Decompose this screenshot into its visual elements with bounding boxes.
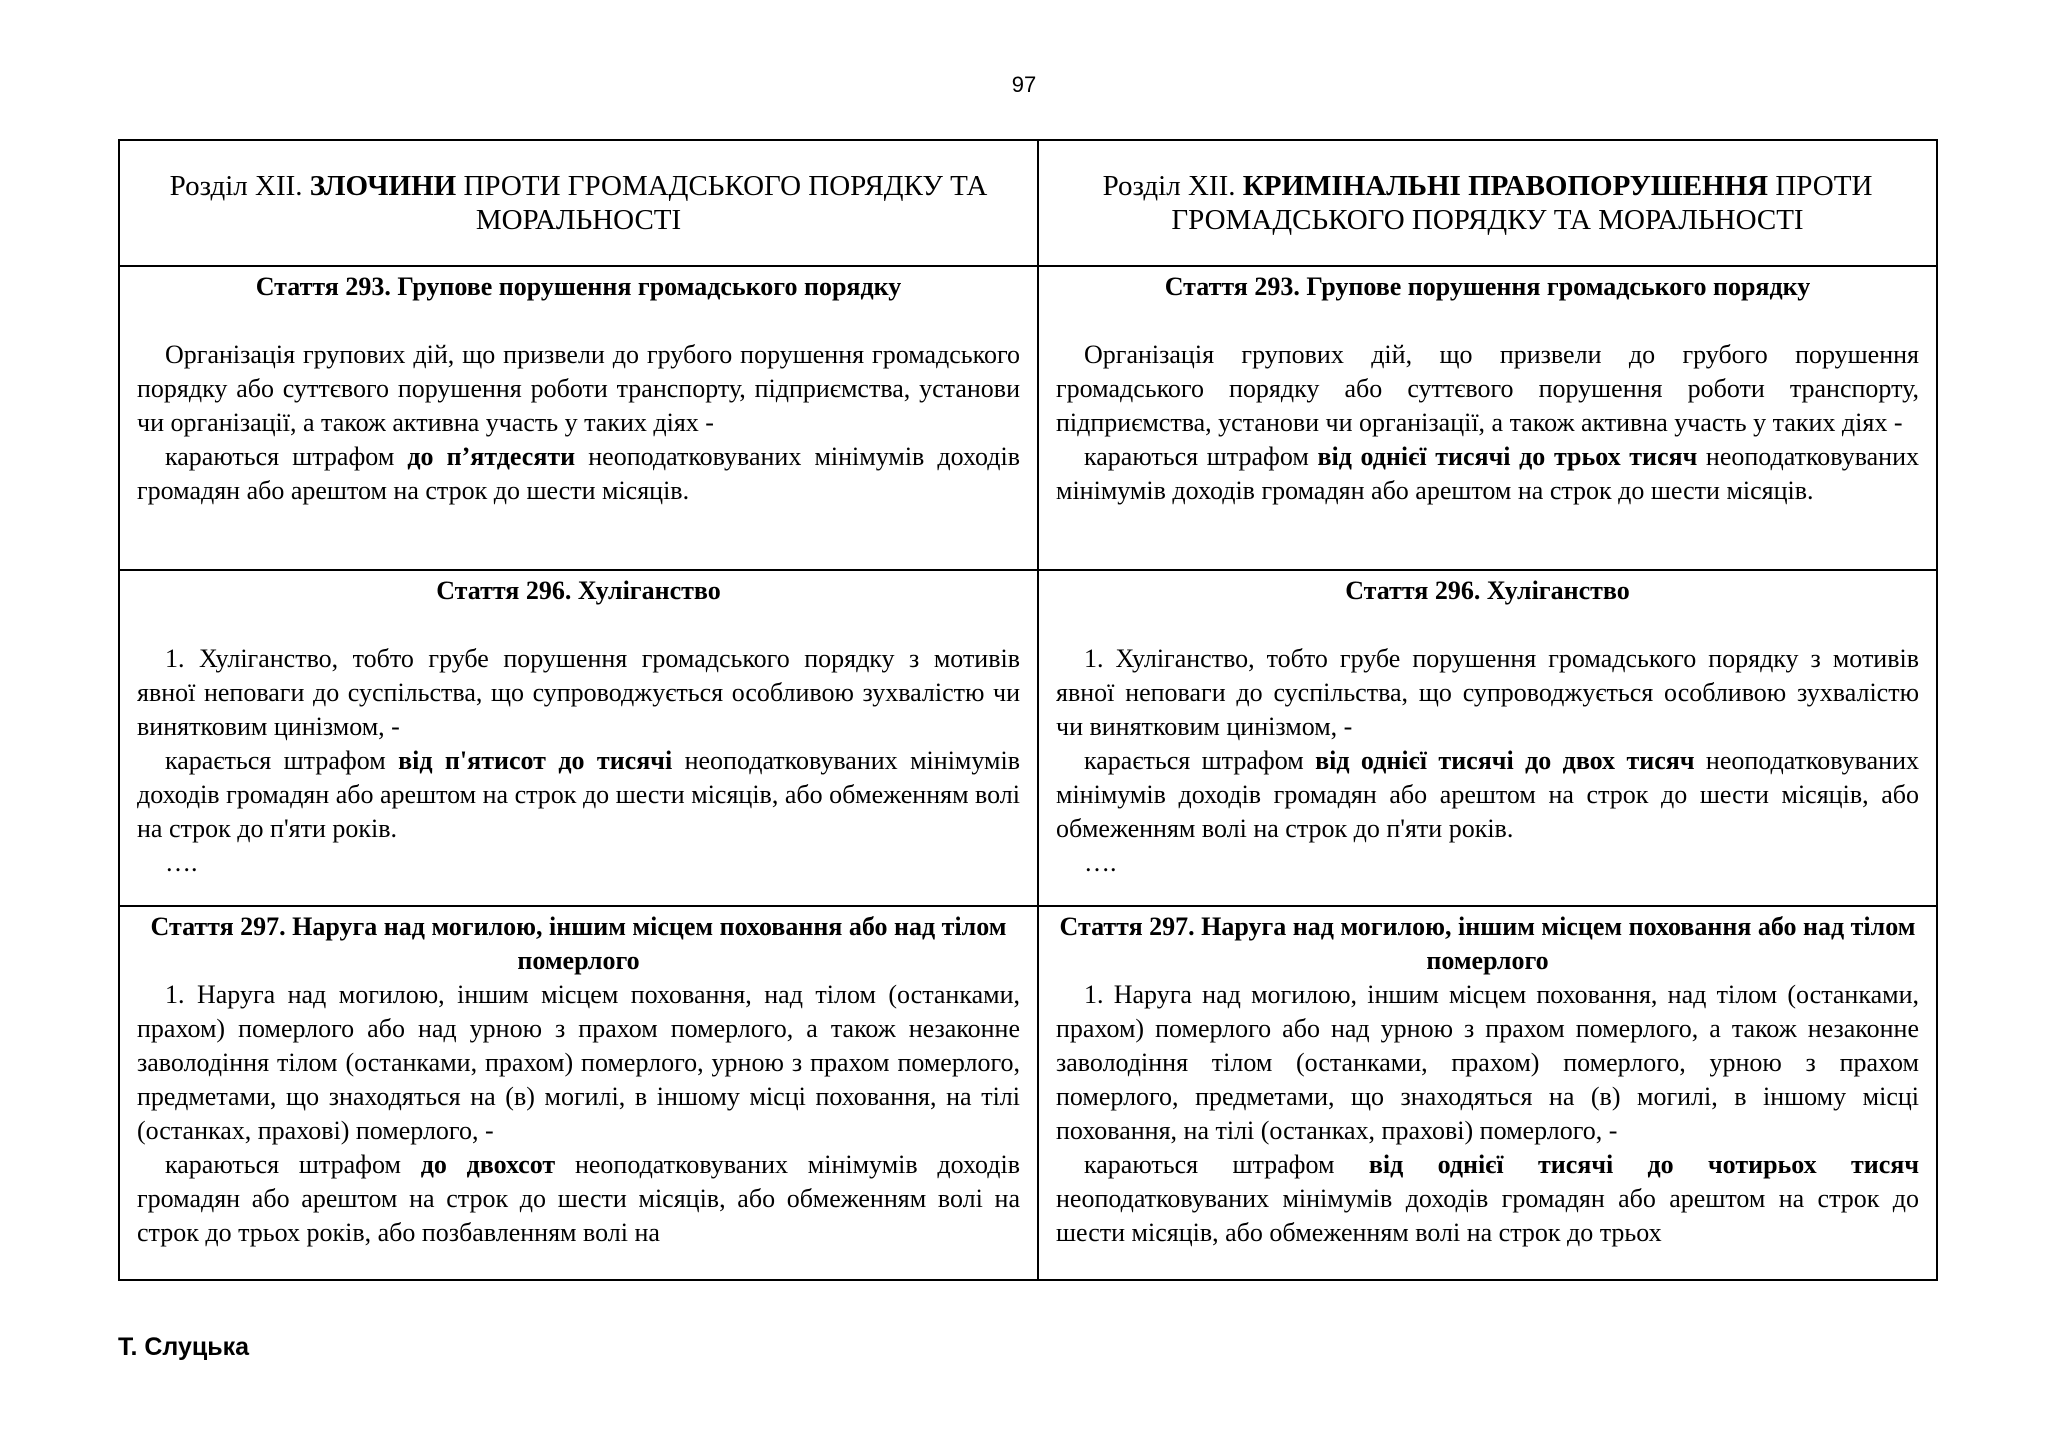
right-article-296-cell xyxy=(1038,570,1937,906)
right-297-penalty-pre: караються штрафом xyxy=(1084,1150,1369,1179)
right-296-penalty-bold: від однієї тисячі до двох тисяч xyxy=(1315,746,1695,775)
article-296-row xyxy=(119,570,1937,906)
left-article-296-penalty xyxy=(137,744,1020,846)
left-section-heading xyxy=(137,141,1020,237)
right-article-293-penalty xyxy=(1056,440,1919,508)
left-297-penalty-bold: до двохсот xyxy=(420,1150,556,1179)
right-section-pre: Розділ XII. xyxy=(1102,170,1243,202)
right-article-297-cell xyxy=(1038,906,1937,1280)
left-296-penalty-pre: карається штрафом xyxy=(165,746,399,775)
left-section-bold: ЗЛОЧИНИ xyxy=(309,170,457,202)
right-293-penalty-pre: караються штрафом xyxy=(1084,442,1318,471)
right-293-penalty-post: неоподатковуваних мінімумів доходів громадян або арештом на строк до шести місяців. xyxy=(1056,442,1919,505)
right-article-293-title: Стаття 293. Групове порушення громадського порядку xyxy=(1164,272,1811,301)
right-section-bold: КРИМІНАЛЬНІ ПРАВОПОРУШЕННЯ xyxy=(1242,170,1769,202)
right-296-penalty-pre: карається штрафом xyxy=(1084,746,1316,775)
left-article-293-cell xyxy=(119,266,1038,570)
comparison-table xyxy=(118,139,1938,1281)
right-article-296-title: Стаття 296. Хуліганство xyxy=(1345,576,1630,605)
right-293-penalty-bold: від однієї тисячі до трьох тисяч xyxy=(1317,442,1698,471)
right-article-296-ellipsis: …. xyxy=(1084,848,1117,877)
right-article-293-body: Організація групових дій, що призвели до грубого порушення громадського порядку або суттєвого порушення роботи транспорту, підприємства, установи чи організації, а також активна участь у таких діях - xyxy=(1056,340,1919,437)
left-article-293-title: Стаття 293. Групове порушення громадського порядку xyxy=(255,272,902,301)
left-article-297-title: Стаття 297. Наруга над могилою, іншим місцем поховання або над тілом померлого xyxy=(150,912,1007,975)
left-article-296-cell xyxy=(119,570,1038,906)
left-article-297-body: 1. Наруга над могилою, іншим місцем поховання, над тілом (останками, прахом) померлого або над урною з прахом померлого, а також незаконне заволодіння тілом (останками, прахом) померлого, урною з прахом померлого, предметами, що знаходяться на (в) могилі, в іншому місці поховання, на тілі (останках, прахові) померлого, - xyxy=(137,980,1020,1145)
article-297-row xyxy=(119,906,1937,1280)
right-section-post: ПРОТИ ГРОМАДСЬКОГО ПОРЯДКУ ТА МОРАЛЬНОСТІ xyxy=(1171,170,1873,236)
right-296-penalty-post: неоподатковуваних мінімумів доходів громадян або арештом на строк до шести місяців, або обмеженням волі на строк до п'яти років. xyxy=(1056,746,1919,843)
left-296-penalty-bold: від п'ятисот до тисячі xyxy=(398,746,673,775)
right-article-297-body: 1. Наруга над могилою, іншим місцем поховання, над тілом (останками, прахом) померлого або над урною з прахом померлого, а також незаконне заволодіння тілом (останками, прахом) померлого, урною з прахом померлого, предметами, що знаходяться на (в) могилі, в іншому місці поховання, на тілі (останках, прахові) померлого, - xyxy=(1056,980,1919,1145)
page-number: 97 xyxy=(1011,72,1037,97)
left-296-penalty-post: неоподатковуваних мінімумів доходів громадян або арештом на строк до шести місяців, або обмеженням волі на строк до п'яти років. xyxy=(137,746,1020,843)
left-section-cell xyxy=(119,140,1038,266)
section-header-row xyxy=(119,140,1937,266)
left-article-293-body: Організація групових дій, що призвели до грубого порушення громадського порядку або суттєвого порушення роботи транспорту, підприємства, установи чи організації, а також активна участь у таких діях - xyxy=(137,340,1020,437)
left-section-pre: Розділ XII. xyxy=(169,170,310,202)
left-article-293-penalty xyxy=(137,440,1020,508)
left-article-296-title: Стаття 296. Хуліганство xyxy=(436,576,721,605)
right-article-296-penalty xyxy=(1056,744,1919,846)
left-297-penalty-pre: караються штрафом xyxy=(165,1150,421,1179)
right-article-293-cell xyxy=(1038,266,1937,570)
article-293-row xyxy=(119,266,1937,570)
left-293-penalty-post: неоподатковуваних мінімумів доходів громадян або арештом на строк до шести місяців. xyxy=(137,442,1021,505)
right-article-296-body: 1. Хуліганство, тобто грубе порушення громадського порядку з мотивів явної неповаги до суспільства, що супроводжується особливою зухвалістю чи винятковим цинізмом, - xyxy=(1056,644,1919,741)
left-293-penalty-bold: до п’ятдесяти xyxy=(407,442,576,471)
left-293-penalty-pre: караються штрафом xyxy=(165,442,408,471)
left-article-296-body: 1. Хуліганство, тобто грубе порушення громадського порядку з мотивів явної неповаги до суспільства, що супроводжується особливою зухвалістю чи винятковим цинізмом, - xyxy=(137,644,1020,741)
right-section-heading xyxy=(1056,141,1919,237)
author-name: Т. Слуцька xyxy=(118,1333,250,1361)
left-article-296-ellipsis: …. xyxy=(165,848,198,877)
right-article-297-title: Стаття 297. Наруга над могилою, іншим місцем поховання або над тілом померлого xyxy=(1059,912,1916,975)
left-article-297-penalty xyxy=(137,1148,1020,1250)
right-section-cell xyxy=(1038,140,1937,266)
left-297-penalty-post: неоподатковуваних мінімумів доходів громадян або арештом на строк до шести місяців, або обмеженням волі на строк до трьох років, або позбавленням волі на xyxy=(137,1150,1020,1247)
right-297-penalty-bold: від однієї тисячі до чотирьох тисяч xyxy=(1368,1150,1919,1179)
right-article-297-penalty xyxy=(1056,1148,1919,1250)
right-297-penalty-post: неоподатковуваних мінімумів доходів громадян або арештом на строк до шести місяців, або обмеженням волі на строк до трьох xyxy=(1056,1184,1919,1247)
left-section-post: ПРОТИ ГРОМАДСЬКОГО ПОРЯДКУ ТА МОРАЛЬНОСТІ xyxy=(456,170,988,236)
left-article-297-cell xyxy=(119,906,1038,1280)
